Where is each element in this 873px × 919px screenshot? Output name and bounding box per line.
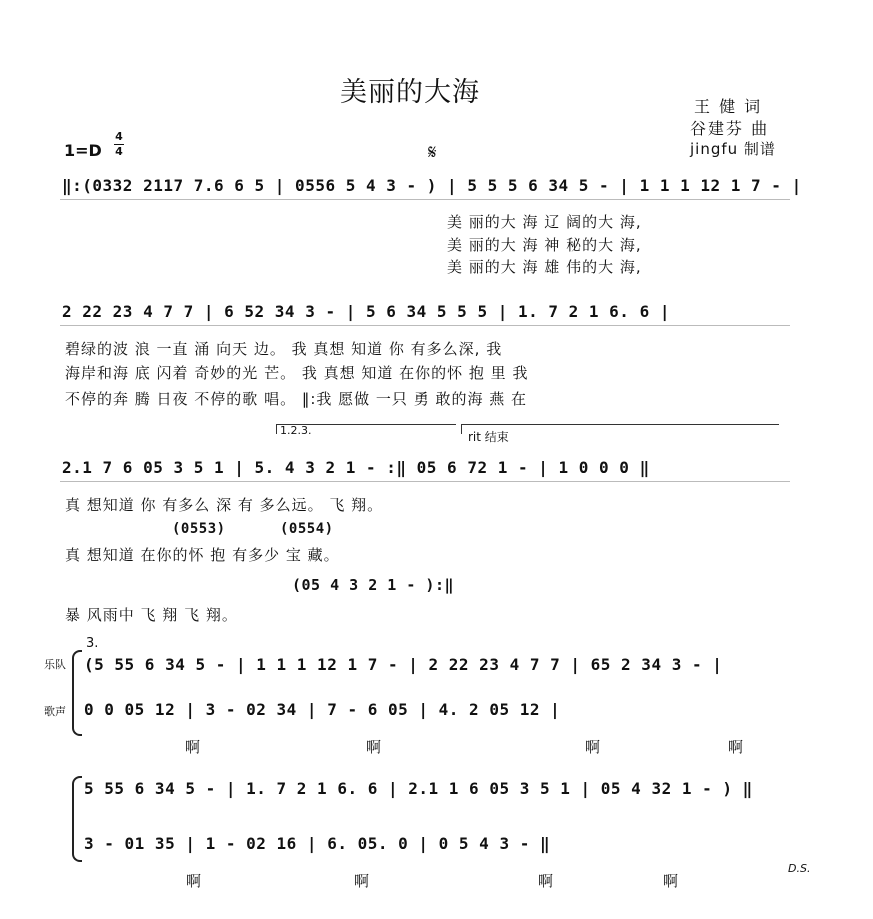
system5-band-notes: 5 55 6 34 5 - | 1. 7 2 1 6. 6 | 2.1 1 6 05 3 5 1 | 05 4 32 1 - ) ‖ — [84, 779, 753, 798]
ds-mark: D.S. — [788, 862, 811, 875]
label-band: 乐队 — [44, 658, 66, 671]
system4-hum-2: 啊 — [366, 738, 383, 756]
system5-hum-1: 啊 — [186, 872, 203, 890]
system1-notes: ‖:(0332 2117 7.6 6 5 | 0556 5 4 3 - ) | 5 5 5 6 34 5 - | 1 1 1 12 1 7 - | — [62, 176, 802, 195]
song-title: 美丽的大海 — [340, 77, 480, 108]
system4-hum-4: 啊 — [728, 738, 745, 756]
system3-lyric-verse3: 暴 风雨中 飞 翔 飞 翔。 — [65, 606, 238, 624]
time-signature — [114, 131, 124, 158]
system5-hum-3: 啊 — [538, 872, 555, 890]
system5-hum-2: 啊 — [354, 872, 371, 890]
lyricist-credit: 王 健 词 — [694, 97, 763, 116]
system3-lyric-verse2: 真 想知道 在你的怀 抱 有多少 宝 藏。 — [65, 546, 340, 564]
system2-lyric-verse2: 海岸和海 底 闪着 奇妙的光 芒。 我 真想 知道 在你的怀 抱 里 我 — [65, 364, 529, 382]
system5-vocal-notes: 3 - 01 35 | 1 - 02 16 | 6. 05. 0 | 0 5 4 3 - ‖ — [84, 834, 551, 853]
volta-bracket-1: 1.2.3. — [280, 424, 312, 437]
system5-brace — [72, 776, 82, 862]
segno-icon: 𝄋 — [428, 140, 437, 164]
volta-3-label: 3. — [86, 636, 99, 651]
rit-ending-mark: rit 结束 — [468, 430, 509, 444]
system4-hum-3: 啊 — [585, 738, 602, 756]
composer-credit: 谷建芬 曲 — [690, 119, 770, 138]
system3-notes: 2.1 7 6 05 3 5 1 | 5. 4 3 2 1 - :‖ 05 6 72 1 - | 1 0 0 0 ‖ — [62, 458, 650, 477]
system4-band-notes: (5 55 6 34 5 - | 1 1 1 12 1 7 - | 2 22 23 4 7 7 | 65 2 34 3 - | — [84, 655, 723, 674]
system4-hum-1: 啊 — [185, 738, 202, 756]
system2-lyric-verse1: 碧绿的波 浪 一直 涌 向天 边。 我 真想 知道 你 有多么深, 我 — [65, 340, 503, 358]
alt-notes-verse2-b: (0554) — [280, 521, 334, 537]
alt-notes-verse3: (05 4 3 2 1 - ):‖ — [292, 576, 455, 594]
time-signature-bottom: 4 — [115, 145, 123, 158]
system5-hum-4: 啊 — [663, 872, 680, 890]
system4-vocal-notes: 0 0 05 12 | 3 - 02 34 | 7 - 6 05 | 4. 2 05 12 | — [84, 700, 561, 719]
label-vocal: 歌声 — [44, 705, 66, 718]
arranger-credit: jingfu 制谱 — [690, 140, 776, 158]
system3-lyric-verse1: 真 想知道 你 有多么 深 有 多么远。 飞 翔。 — [65, 496, 384, 514]
system4-brace — [72, 650, 82, 736]
system2-notes: 2 22 23 4 7 7 | 6 52 34 3 - | 5 6 34 5 5 5 | 1. 7 2 1 6. 6 | — [62, 302, 670, 321]
system2-lyric-verse3: 不停的奔 腾 日夜 不停的歌 唱。 ‖:我 愿做 一只 勇 敢的海 燕 在 — [65, 390, 528, 408]
system1-lyric-verse3: 美 丽的大 海 雄 伟的大 海, — [447, 258, 642, 276]
time-signature-top: 4 — [115, 130, 123, 143]
system1-lyric-verse1: 美 丽的大 海 辽 阔的大 海, — [447, 213, 642, 231]
key-signature: 1=D — [64, 141, 102, 160]
alt-notes-verse2-a: (0553) — [172, 521, 226, 537]
system1-lyric-verse2: 美 丽的大 海 神 秘的大 海, — [447, 236, 642, 254]
